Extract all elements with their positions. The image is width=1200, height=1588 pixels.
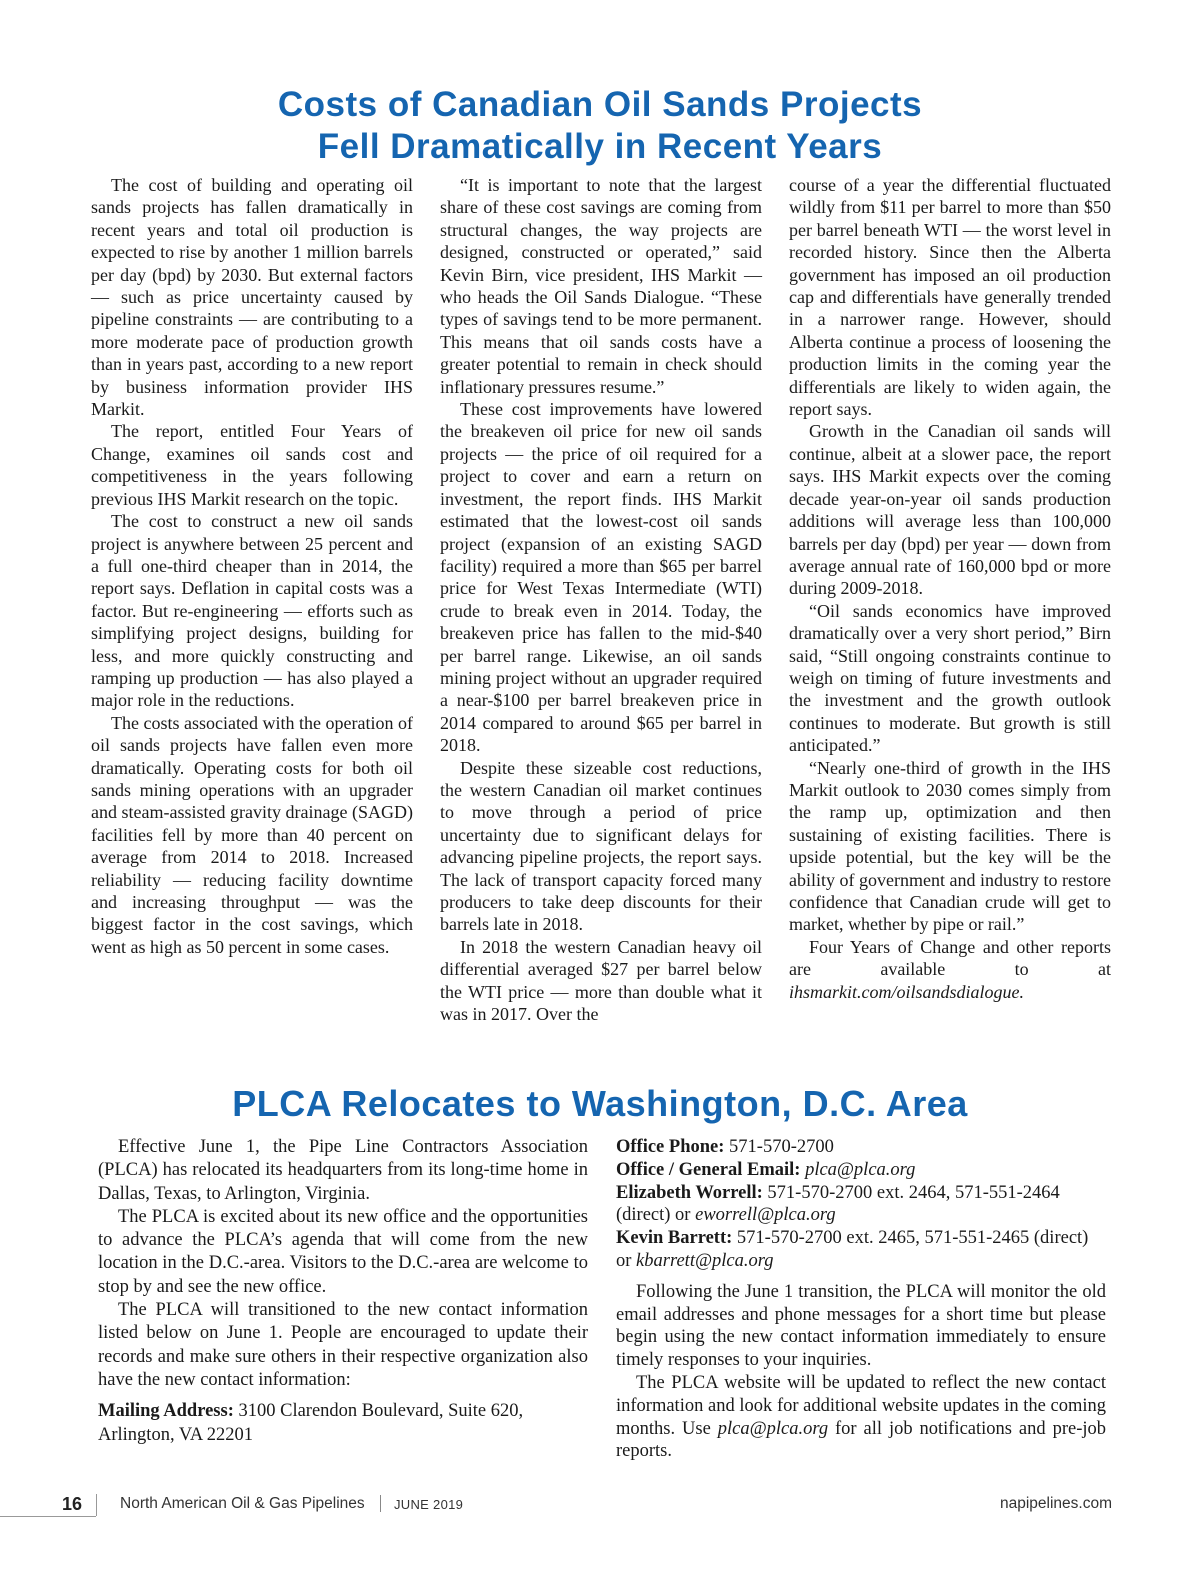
footer-rule xyxy=(0,1516,96,1517)
mailing-address xyxy=(98,1400,588,1447)
footer-divider xyxy=(96,1494,97,1516)
office-phone xyxy=(616,1136,1106,1159)
footer-separator xyxy=(380,1495,381,1512)
barrett-email-link[interactable]: kbarrett@plca.org xyxy=(636,1250,774,1271)
office-email xyxy=(616,1159,1106,1182)
page-footer xyxy=(0,1492,1200,1522)
article1-paragraph: “It is important to note that the largest share of these cost savings are coming from structural changes, the way projects are designed, constructed or operated,” said Kevin Birn, vice president, IHS Markit — who heads the Oil Sands Dialogue. “These types of savings tend to be more permanent. This means that oil sands costs have a greater potential to remain in check should inflationary pressures resume.” xyxy=(440,175,762,397)
article1-column-2 xyxy=(440,174,762,1025)
website-link[interactable]: napipelines.com xyxy=(999,1495,1112,1512)
phone-value: 571-570-2700 xyxy=(724,1137,834,1157)
article2-column-1 xyxy=(98,1136,588,1447)
closing-text-a: The PLCA website will be updated to reflect the new contact information and look for additional website updates in the coming months. Use xyxy=(616,1372,1106,1439)
barrett-label: Kevin Barrett: xyxy=(616,1228,733,1249)
jobs-email-link[interactable]: plca@plca.org xyxy=(717,1418,829,1439)
article2-title: PLCA Relocates to Washington, D.C. Area xyxy=(232,1083,968,1124)
article1-paragraph: course of a year the differential fluctuated wildly from $11 per barrel to more than $50 per barrel beneath WTI — the worst level in recorded history. Since then the Alberta government has imposed an oil production cap and differentials have generally trended in a narrower range. However, should Alberta continue a process of loosening the production limits in the coming year the differentials are likely to widen again, the report says. xyxy=(789,175,1111,420)
worrell-value: 571-570-2700 ext. 2464, 571-551-2464 (direct) or xyxy=(616,1182,1060,1226)
mailing-label: Mailing Address: xyxy=(98,1401,234,1422)
email-label: Office / General Email: xyxy=(616,1159,801,1180)
mailing-value: 3100 Clarendon Boulevard, Suite 620, Arlington, VA 22201 xyxy=(98,1401,524,1445)
article2-paragraph: The PLCA is excited about its new office and the opportunities to advance the PLCA’s agenda that will come from the new location in the D.C.-area. Visitors to the D.C.-area are welcome to stop by and see the new office. xyxy=(98,1206,588,1297)
article1-paragraph: These cost improvements have lowered the breakeven oil price for new oil sands projects — the price of oil required for a project to cover and earn a return on investment, the report finds. IHS Markit estimated that the lowest-cost oil sands project (expansion of an existing SAGD facility) required a more than $65 per barrel price for West Texas Intermediate (WTI) crude to break even in 2014. Today, the breakeven price has fallen to the mid-$40 per barrel range. Likewise, an oil sands mining project without an upgrader required a near-$100 per barrel breakeven price in 2014 compared to around $65 per barrel in 2018. xyxy=(440,399,762,756)
article2-paragraph: The PLCA will transitioned to the new contact information listed below on June 1. People are encouraged to update their records and make sure others in their respective organization also have the new contact information: xyxy=(98,1300,588,1390)
email-link[interactable]: plca@plca.org xyxy=(805,1159,916,1180)
article2-paragraph: Effective June 1, the Pipe Line Contractors Association (PLCA) has relocated its headquarters from its long-time home in Dallas, Texas, to Arlington, Virginia. xyxy=(98,1137,588,1204)
closing-text: Four Years of Change and other reports are available to at xyxy=(789,936,1111,980)
magazine-name: North American Oil & Gas Pipelines xyxy=(120,1495,365,1512)
contact-worrell xyxy=(616,1182,1106,1228)
article2-paragraph xyxy=(616,1372,1106,1463)
article1-paragraph: “Nearly one-third of growth in the IHS Markit outlook to 2030 comes simply from the ramp up, optimization and then sustaining of existing facilities. There is upside potential, but the key will be the ability of government and industry to restore confidence that Canadian crude will get to market, whether by pipe or rail.” xyxy=(789,757,1111,935)
closing-text-b: for all job notifications and pre-job reports. xyxy=(616,1418,1106,1462)
page-number: 16 xyxy=(62,1494,83,1514)
article2-paragraph: Following the June 1 transition, the PLCA will monitor the old email addresses and phone messages for a short time but please begin using the new contact information immediately to ensure timely responses to your inquiries. xyxy=(616,1281,1106,1371)
article1-paragraph xyxy=(789,936,1111,1003)
worrell-label: Elizabeth Worrell: xyxy=(616,1182,763,1203)
article1-column-1 xyxy=(91,174,413,958)
issue-date: JUNE 2019 xyxy=(394,1497,464,1512)
article2-column-2 xyxy=(616,1136,1106,1463)
barrett-value: 571-570-2700 ext. 2465, 571-551-2465 (direct) or xyxy=(616,1228,1089,1271)
worrell-email-link[interactable]: eworrell@plca.org xyxy=(695,1205,836,1226)
article1-paragraph: The costs associated with the operation of oil sands projects have fallen even more dramatically. Operating costs for both oil sands mining operations with an upgrader and steam-assisted gravity drainage (SAGD) facilities fell by more than 40 percent on average from 2014 to 2018. Increased reliability — reducing facility downtime and increasing throughput — was the biggest factor in the cost savings, which went as high as 50 percent in some cases. xyxy=(91,712,413,957)
article-title-line-1: Costs of Canadian Oil Sands Projects xyxy=(277,85,923,124)
article1-paragraph: In 2018 the western Canadian heavy oil differential averaged $27 per barrel below the WTI price — more than double what it was in 2017. Over the xyxy=(440,936,762,1025)
article1-paragraph: “Oil sands economics have improved dramatically over a very short period,” Birn said, “Still ongoing constraints continue to weigh on timing of future investments and the investment and the growth outlook continues to moderate. But growth is still anticipated.” xyxy=(789,600,1111,756)
article1-paragraph: Despite these sizeable cost reductions, the western Canadian oil market continues to move through a period of price uncertainty due to significant delays for advancing pipeline projects, the report says. The lack of transport capacity forced many producers to take deep discounts for their barrels late in 2018. xyxy=(440,757,762,935)
phone-label: Office Phone: xyxy=(616,1137,725,1157)
article1-column-3 xyxy=(789,174,1111,1003)
article-title-line-2: Fell Dramatically in Recent Years xyxy=(317,127,883,166)
article1-paragraph: The cost of building and operating oil sands projects has fallen dramatically in recent years and total oil production is expected to rise by another 1 million barrels per day (bpd) by 2030. But external factors — such as price uncertainty caused by pipeline constraints — are contributing to a more moderate pace of production growth than in years past, according to a new report by business information provider IHS Markit. xyxy=(91,175,413,420)
article1-paragraph: The cost to construct a new oil sands project is anywhere between 25 percent and a full one-third cheaper than in 2014, the report says. Deflation in capital costs was a factor. But re-engineering — efforts such as simplifying project designs, building for less, and more quickly constructing and ramping up production — has also played a major role in the reductions. xyxy=(91,511,413,711)
article1-paragraph: Growth in the Canadian oil sands will continue, albeit at a slower pace, the report says. IHS Markit expects over the coming decade year-on-year oil sands production additions will average less than 100,000 barrels per day (bpd) per year — down from average annual rate of 160,000 bpd or more during 2009-2018. xyxy=(789,421,1111,599)
contact-barrett xyxy=(616,1227,1106,1273)
article1-paragraph: The report, entitled Four Years of Change, examines oil sands cost and competitiveness in the years following previous IHS Markit research on the topic. xyxy=(91,421,413,509)
report-link[interactable]: ihsmarkit.com/oilsandsdialogue. xyxy=(789,981,1024,1002)
